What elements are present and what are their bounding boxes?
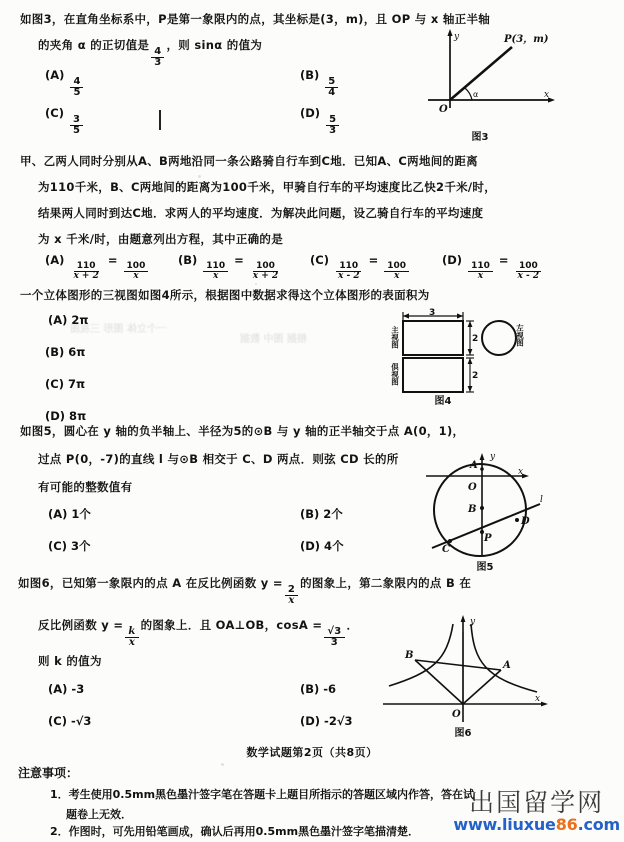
q10-option-d[interactable]: (D) -2√3 — [300, 714, 353, 728]
scan-bleed-through: 根据 图中 数据 — [240, 334, 307, 345]
q7-option-c[interactable] — [310, 253, 411, 281]
equals-sign: = — [368, 253, 379, 267]
watermark-url-highlight: 86 — [555, 815, 578, 834]
svg-text:2: 2 — [472, 334, 479, 344]
svg-text:O: O — [439, 104, 448, 115]
q7-option-d-rhs: $\frac{100}{x - 2}$ — [517, 261, 540, 282]
q6-tan-num: 4 — [151, 47, 164, 58]
q6-option-d-fraction: $\frac{5}{3}$ — [326, 115, 339, 136]
svg-text:A: A — [470, 460, 478, 471]
question-8 — [20, 282, 430, 308]
q7-option-b-label: (B) — [178, 253, 198, 267]
figure-6 — [375, 612, 555, 739]
q9-line-3: 有可能的整数值有 — [38, 480, 133, 494]
q6-option-a[interactable] — [45, 68, 85, 98]
q7-line-3: 结果两人同时到达C地．求两人的平均速度．为解决此问题，设乙骑自行车的平均速度 — [38, 206, 484, 220]
figure-4 — [375, 308, 530, 406]
q9-line-3-wrap — [38, 474, 132, 500]
svg-text:B: B — [468, 504, 477, 515]
q7-option-c-rhs: $\frac{100}{x}$ — [384, 262, 409, 281]
svg-text:α: α — [473, 90, 479, 99]
q6-option-b[interactable] — [300, 68, 340, 98]
q10-line-6: 则 k 的值为 — [38, 654, 102, 668]
watermark-site-name: 出国留学网 — [469, 788, 605, 817]
q6-option-b-label: (B) — [300, 68, 320, 82]
q7-line-2-wrap — [38, 174, 496, 200]
svg-text:y: y — [470, 617, 476, 627]
scan-bleed-through: 一个立体 图形 三视图 — [70, 324, 167, 335]
q8-option-a[interactable]: (A) 2π — [48, 313, 89, 327]
equals-sign: = — [234, 253, 244, 267]
q7-option-a-rhs: $\frac{100}{x}$ — [124, 262, 149, 281]
watermark-url — [453, 815, 620, 834]
svg-text:O: O — [468, 482, 477, 493]
q10-line-6-wrap — [38, 648, 102, 674]
q6-line-2-wrap — [38, 32, 262, 68]
q7-option-b-rhs: $\frac{100}{x + 2}$ — [252, 261, 279, 282]
q7-line-2: 为110千米，B、C两地间的距离为100千米，甲骑自行车的平均速度比乙快2千米/时， — [38, 180, 497, 194]
scan-speck — [221, 763, 224, 766]
svg-text:俱视图: 俱视图 — [390, 363, 400, 386]
q10-line-1: 如图6，已知第一象限内的点 A 在反比例函数 y = — [18, 576, 283, 590]
equals-sign: = — [498, 253, 509, 267]
svg-text:x: x — [518, 467, 524, 477]
note-item-2: 2．作图时，可先用铅笔画成，确认后再用0.5mm黑色墨汁签字笔描清楚． — [50, 825, 420, 838]
q7-option-b[interactable] — [178, 253, 283, 281]
q10-line-3-wrap — [38, 612, 358, 648]
q6-option-c[interactable] — [45, 106, 85, 136]
svg-text:C: C — [442, 544, 450, 555]
q7-line-4: 为 x 千米/时，由题意列出方程，其中正确的是 — [38, 232, 284, 246]
svg-text:y: y — [454, 32, 460, 42]
svg-text:左视图: 左视图 — [515, 324, 525, 347]
q7-line-3-wrap — [38, 200, 483, 226]
question-10 — [18, 570, 471, 606]
q10-line-4: 的图象上．且 OA⊥OB，cosA = — [140, 618, 323, 632]
q10-line-2: 的图象上，第二象限内的点 B 在 — [300, 576, 472, 590]
question-7 — [20, 148, 478, 174]
q7-option-c-label: (C) — [310, 253, 329, 267]
q6-option-a-fraction: $\frac{4}{5}$ — [70, 77, 83, 98]
q9-option-c[interactable]: (C) 3个 — [48, 539, 91, 553]
svg-text:3: 3 — [429, 308, 436, 318]
figure-4-caption: 图4 — [434, 396, 452, 407]
q7-option-a-label: (A) — [45, 253, 65, 267]
q6-tan-fraction — [151, 47, 164, 68]
q10-frac-cos: $\frac{√3}{3}$ — [324, 627, 344, 648]
figure-3 — [420, 28, 560, 143]
q9-line-2: 过点 P(0，-7)的直线 l 与⊙B 相交于 C、D 两点．则弦 CD 长的所 — [38, 452, 399, 466]
q9-line-1: 如图5，圆心在 y 轴的负半轴上、半径为5的⊙B 与 y 轴的正半轴交于点 A(0，1)， — [20, 424, 465, 438]
stray-mark — [159, 110, 161, 130]
figure-3-caption: 图3 — [471, 132, 489, 143]
svg-text:B: B — [405, 650, 414, 661]
figure-5 — [420, 452, 570, 573]
svg-text:P: P — [484, 533, 492, 544]
q7-option-a[interactable] — [45, 253, 150, 281]
q10-option-b[interactable]: (B) -6 — [300, 682, 337, 696]
watermark-url-suffix: .com — [577, 815, 620, 834]
q9-line-2-wrap — [38, 446, 399, 472]
svg-text:y: y — [490, 452, 496, 462]
q10-frac-k: $\frac{k}{x}$ — [125, 627, 138, 648]
q7-option-d[interactable] — [442, 253, 544, 281]
q6-option-b-fraction: $\frac{5}{4}$ — [325, 77, 338, 98]
watermark-url-prefix: www.liuxue — [453, 815, 556, 834]
q9-option-a[interactable]: (A) 1个 — [48, 507, 91, 521]
q6-option-a-label: (A) — [45, 68, 65, 82]
svg-text:主视图: 主视图 — [390, 326, 400, 349]
q8-option-c[interactable]: (C) 7π — [45, 377, 86, 391]
q7-option-a-lhs: $\frac{110}{x + 2}$ — [73, 261, 99, 282]
q6-line-3: ，则 sinα 的值为 — [166, 38, 263, 52]
q7-option-d-lhs: $\frac{110}{x}$ — [468, 262, 493, 281]
q6-option-c-label: (C) — [45, 106, 64, 120]
page-marker: 数学试题第2页（共8页） — [246, 746, 378, 759]
q7-option-c-lhs: $\frac{110}{x - 2}$ — [337, 261, 360, 282]
svg-text:O: O — [452, 709, 461, 720]
q9-option-b[interactable]: (B) 2个 — [300, 507, 343, 521]
note-item-1: 1．考生使用0.5mm黑色墨汁签字笔在答题卡上题目所指示的答题区域内作答，答在试 — [50, 788, 475, 801]
figure-5-caption: 图5 — [476, 562, 494, 573]
note-item-1-cont: 题卷上无效． — [66, 808, 132, 821]
q7-line-1: 甲、乙两人同时分别从A、B两地沿同一条公路骑自行车到C地．已知A、C两地间的距离 — [20, 154, 478, 168]
q6-line-2: 的夹角 α 的正切值是 — [38, 38, 150, 52]
svg-text:x: x — [535, 694, 541, 704]
q10-line-3: 反比例函数 y = — [38, 618, 124, 632]
q6-option-d[interactable] — [300, 106, 341, 136]
q10-line-5: ． — [346, 618, 359, 632]
svg-text:2: 2 — [472, 371, 479, 381]
q8-line-1: 一个立体图形的三视图如图4所示，根据图中数据求得这个立体图形的表面积为 — [20, 288, 430, 302]
q6-line-1: 如图3，在直角坐标系中，P是第一象限内的点，其坐标是(3，m)，且 OP 与 x 轴正半轴 — [20, 12, 491, 26]
q7-option-b-lhs: $\frac{110}{x}$ — [203, 262, 228, 281]
q6-option-d-label: (D) — [300, 106, 321, 120]
q9-option-d[interactable]: (D) 4个 — [300, 539, 344, 553]
question-9 — [20, 418, 464, 444]
q8-option-d[interactable]: (D) 8π — [45, 409, 87, 423]
equals-sign: = — [107, 253, 118, 267]
watermark — [453, 783, 620, 834]
svg-text:x: x — [544, 90, 550, 100]
q6-option-c-fraction: $\frac{3}{5}$ — [70, 115, 83, 136]
svg-text:D: D — [521, 516, 530, 527]
svg-text:P(3，m): P(3，m) — [504, 34, 549, 45]
svg-text:l: l — [540, 495, 543, 505]
q7-option-d-label: (D) — [442, 253, 463, 267]
notes-title: 注意事项： — [18, 766, 79, 780]
q10-option-c[interactable]: (C) -√3 — [48, 714, 92, 728]
figure-6-caption: 图6 — [454, 728, 472, 739]
q6-tan-den: 3 — [154, 56, 162, 68]
q10-option-a[interactable]: (A) -3 — [48, 682, 85, 696]
q8-option-b[interactable]: (B) 6π — [45, 345, 86, 359]
q7-line-4-wrap — [38, 226, 283, 252]
q10-frac-a: $\frac{2}{x}$ — [285, 585, 298, 606]
svg-text:A: A — [503, 660, 511, 671]
